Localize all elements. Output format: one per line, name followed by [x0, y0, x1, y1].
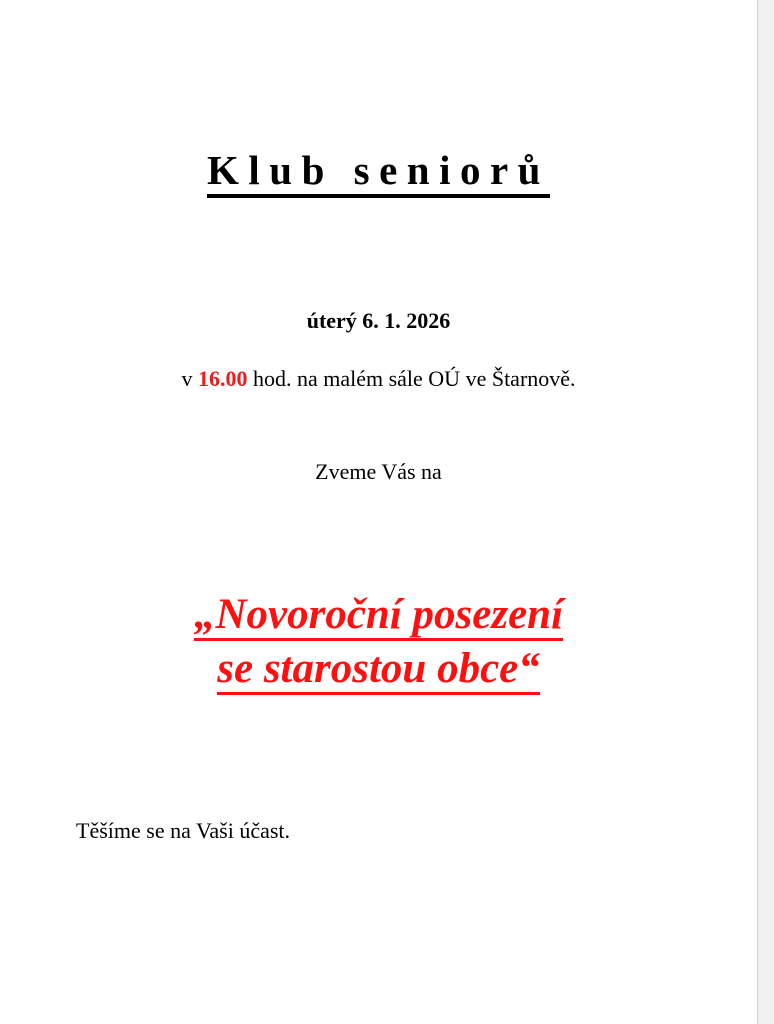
event-time: 16.00 [197, 366, 248, 391]
event-name-line-2-text: se starostou obce“ [217, 648, 540, 695]
document-title [0, 146, 757, 198]
event-name-line-1 [0, 590, 757, 641]
time-prefix: v [181, 366, 198, 391]
document-title-text: Klub seniorů [207, 149, 550, 198]
event-time-location [0, 366, 757, 392]
invitation-text: Zveme Vás na [315, 459, 442, 484]
closing-text: Těšíme se na Vaši účast. [76, 818, 291, 843]
event-name-line-1-text: „Novoroční posezení [194, 594, 563, 641]
time-location-suffix: hod. na malém sále OÚ ve Štarnově. [247, 366, 576, 391]
event-name-line-2 [0, 644, 757, 695]
event-date: úterý 6. 1. 2026 [306, 308, 451, 333]
